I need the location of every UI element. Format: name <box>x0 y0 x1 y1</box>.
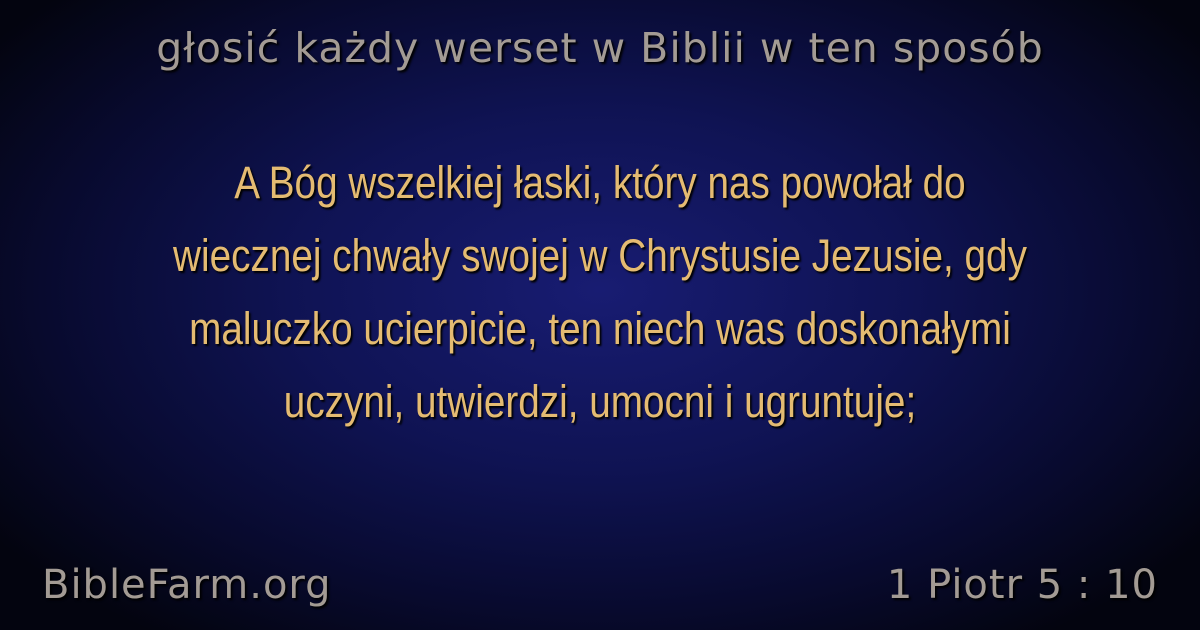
verse-line: wiecznej chwały swojej w Chrystusie Jezusie, gdy <box>173 230 1027 281</box>
verse-line: uczyni, utwierdzi, umocni i ugruntuje; <box>283 376 917 427</box>
page-heading: głosić każdy werset w Biblii w ten sposób <box>156 24 1044 72</box>
verse-line: maluczko ucierpicie, ten niech was doskonałymi <box>189 303 1011 354</box>
verse-reference: 1 Piotr 5 : 10 <box>886 562 1158 608</box>
verse-text <box>110 146 1090 438</box>
verse-line: A Bóg wszelkiej łaski, który nas powołał do <box>234 157 966 208</box>
site-name: BibleFarm.org <box>42 562 332 608</box>
